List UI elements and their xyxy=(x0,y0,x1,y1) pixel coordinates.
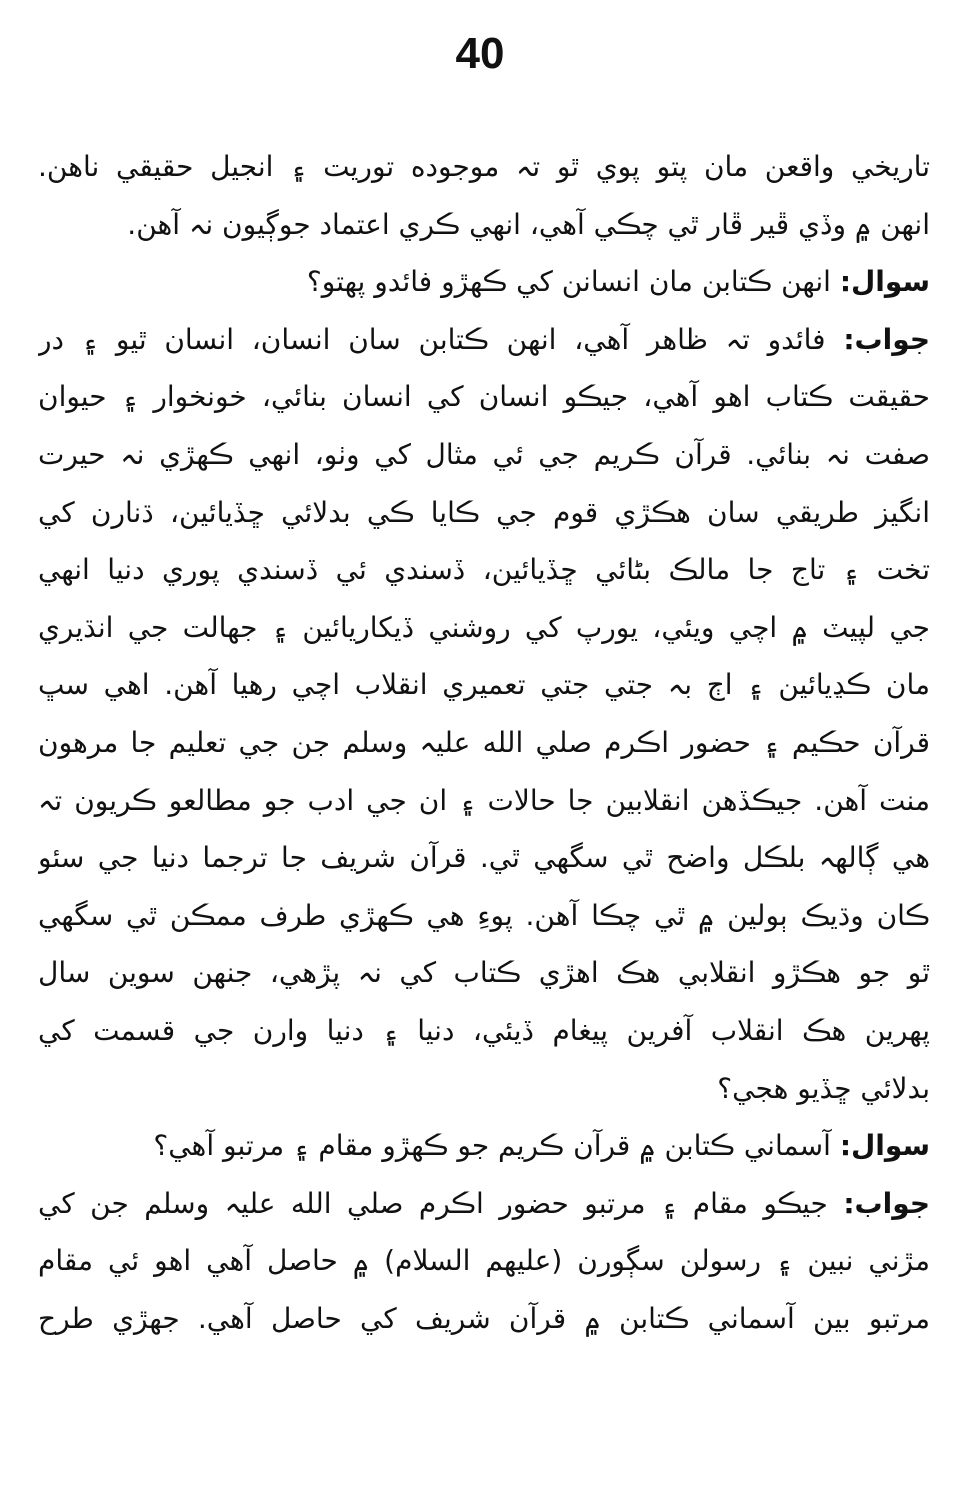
text-line xyxy=(38,656,930,714)
line-text: مڙني نبين ۽ رسولن سڳورن (عليهم السلام) ۾ حاصل آهي اهو ئي مقام xyxy=(38,1244,930,1278)
text-line xyxy=(38,1232,930,1290)
text-line xyxy=(38,368,930,426)
line-text: صفت نہ بنائي. قرآن ڪريم جي ئي مثال کي وٺو، انهي ڪهڙي نہ حيرت xyxy=(38,437,930,471)
line-text: منت آهن. جيڪڏهن انقلابين جا حالات ۽ ان جي ادب جو مطالعو ڪريون تہ xyxy=(38,783,930,817)
line-text: انگيز طريقي سان هڪڙي قوم جي ڪايا ڪي بدلائي ڇڏيائين، ڌنارن کي xyxy=(38,495,930,529)
line-text: پهرين هڪ انقلاب آفرين پيغام ڏيئي، دنيا ۽ دنيا وارن جي قسمت کي xyxy=(38,1013,930,1047)
text-line xyxy=(38,944,930,1002)
body-text xyxy=(38,138,930,1347)
text-line xyxy=(38,772,930,830)
line-text: قرآن حڪيم ۽ حضور اڪرم صلي الله عليہ وسلم جن جي تعليم جا مرهون xyxy=(38,725,930,759)
qa-label: جواب: xyxy=(843,1186,930,1220)
line-text: جي لپيٽ ۾ اچي ويئي، يورپ کي روشني ڏيکاريائين ۽ جهالت جي انڌيري xyxy=(38,610,930,644)
line-text: مان ڪڍيائين ۽ اڄ بہ جتي جتي تعميري انقلاب اچي رهيا آهن. اهي سڀ xyxy=(38,668,930,702)
line-text: مرتبو بين آسماني ڪتابن ۾ قرآن شريف کي حاصل آهي. جهڙي طرح xyxy=(38,1301,930,1335)
line-text: تاريخي واقعن مان پتو پوي ٿو تہ موجوده توريت ۽ انجيل حقيقي ناهن. xyxy=(38,150,930,183)
text-line xyxy=(38,887,930,945)
line-text: بدلائي ڇڏيو هجي؟ xyxy=(717,1071,930,1105)
qa-label: سوال: xyxy=(839,1129,930,1163)
line-text: فائدو تہ ظاهر آهي، انهن ڪتابن سان انسان، انسان ٿيو ۽ در xyxy=(38,322,844,356)
text-line xyxy=(38,714,930,772)
text-line xyxy=(38,196,930,254)
line-text: انهن ڪتابن مان انسانن کي ڪهڙو فائدو پهتو؟ xyxy=(306,265,840,299)
line-text: هي ڳالهہ بلڪل واضح ٿي سگهي ٿي. قرآن شريف جا ترجما دنيا جي سئو xyxy=(38,841,930,875)
text-line xyxy=(38,1060,930,1118)
text-line xyxy=(38,484,930,542)
question-answer-line xyxy=(38,1175,930,1233)
text-line xyxy=(38,1290,930,1348)
line-text: ڪان وڌيڪ ٻولين ۾ ٿي چڪا آهن. پوءِ هي ڪهڙي طرف ممڪن ٿي سگهي xyxy=(38,898,930,932)
qa-label: جواب: xyxy=(843,322,930,356)
line-text: حقيقت ڪتاب اهو آهي، جيڪو انسان کي انسان بنائي، خونخوار ۽ حيوان xyxy=(38,380,930,414)
line-text: انهن ۾ وڏي ڦير ڦار ٿي چڪي آهي، انهي ڪري اعتماد جوڳيون نہ آهن. xyxy=(127,207,930,241)
question-answer-line xyxy=(38,1117,930,1175)
text-line xyxy=(38,541,930,599)
text-line xyxy=(38,829,930,887)
line-text: آسماني ڪتابن ۾ قرآن ڪريم جو ڪهڙو مقام ۽ مرتبو آهي؟ xyxy=(153,1129,840,1163)
text-line xyxy=(38,138,930,196)
page-number: 40 xyxy=(455,29,505,78)
line-text: ٿو جو هڪڙو انقلابي هڪ اهڙي ڪتاب کي نہ پڙهي، جنهن سوين سال xyxy=(38,956,930,990)
text-line xyxy=(38,1002,930,1060)
line-text: جيڪو مقام ۽ مرتبو حضور اڪرم صلي الله عليہ وسلم جن کي xyxy=(38,1186,844,1220)
line-text: تخت ۽ تاج جا مالڪ بڻائي ڇڏيائين، ڏسندي ئي ڏسندي پوري دنيا انهي xyxy=(38,553,930,587)
text-line xyxy=(38,426,930,484)
question-answer-line xyxy=(38,253,930,311)
text-line xyxy=(38,599,930,657)
qa-label: سوال: xyxy=(839,265,930,299)
question-answer-line xyxy=(38,311,930,369)
